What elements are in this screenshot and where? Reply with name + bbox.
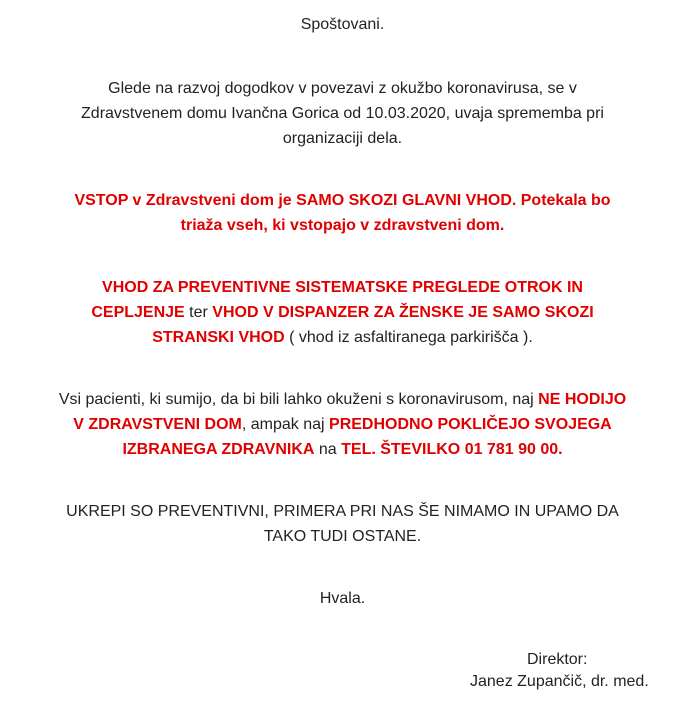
- thanks: Hvala.: [319, 590, 366, 607]
- patients-warning: NE HODIJO: [538, 391, 627, 408]
- entry-line: [0, 188, 685, 213]
- patients-line: [0, 412, 685, 437]
- parking-note: ( vhod iz asfaltiranega parkirišča ).: [284, 329, 533, 346]
- side-entrance-line: [0, 300, 685, 325]
- side-entrance-line: [0, 325, 685, 350]
- patients-line: [0, 387, 685, 412]
- patients-text: Vsi pacienti, ki sumijo, da bi bili lahko okuženi s koronavirusom, naj: [58, 391, 539, 408]
- connector-text: ter: [184, 304, 213, 321]
- entry-text: v Zdravstveni dom je: [128, 192, 297, 209]
- patients-line: [0, 437, 685, 462]
- measures-line: TAKO TUDI OSTANE.: [263, 528, 422, 545]
- entry-main-entrance: SAMO SKOZI GLAVNI VHOD.: [296, 192, 517, 209]
- entry-triage-start: Potekala bo: [516, 192, 611, 209]
- intro-line: Zdravstvenem domu Ivančna Gorica od 10.03.2020, uvaja sprememba pri: [81, 105, 604, 122]
- patients-text: , ampak naj: [241, 416, 330, 433]
- measures-line: UKREPI SO PREVENTIVNI, PRIMERA PRI NAS ŠE NIMAMO IN UPAMO DA: [66, 503, 619, 520]
- intro-line: Glede na razvoj dogodkov v povezavi z okužbo koronavirusa, se v: [108, 80, 577, 97]
- signature-title: Direktor:: [527, 651, 588, 668]
- patients-call-doctor: PREDHODNO POKLIČEJO SVOJEGA: [329, 416, 612, 433]
- phone-number: TEL. ŠTEVILKO 01 781 90 00.: [341, 441, 563, 458]
- vaccination-text: CEPLJENJE: [91, 304, 185, 321]
- entry-vstop: VSTOP: [74, 192, 129, 209]
- patients-call-doctor: IZBRANEGA ZDRAVNIKA: [122, 441, 315, 458]
- patients-warning: V ZDRAVSTVENI DOM: [73, 416, 242, 433]
- side-entrance-text: STRANSKI VHOD: [152, 329, 285, 346]
- entry-line: triaža vseh, ki vstopajo v zdravstveni dom.: [180, 217, 505, 234]
- intro-line: organizaciji dela.: [282, 130, 403, 147]
- side-entrance-line: VHOD ZA PREVENTIVNE SISTEMATSKE PREGLEDE OTROK IN: [102, 279, 583, 296]
- greeting: Spoštovani.: [300, 16, 385, 33]
- patients-text: na: [314, 441, 342, 458]
- signature-name: Janez Zupančič, dr. med.: [470, 673, 649, 690]
- dispensary-text: VHOD V DISPANZER ZA ŽENSKE JE SAMO SKOZI: [212, 304, 594, 321]
